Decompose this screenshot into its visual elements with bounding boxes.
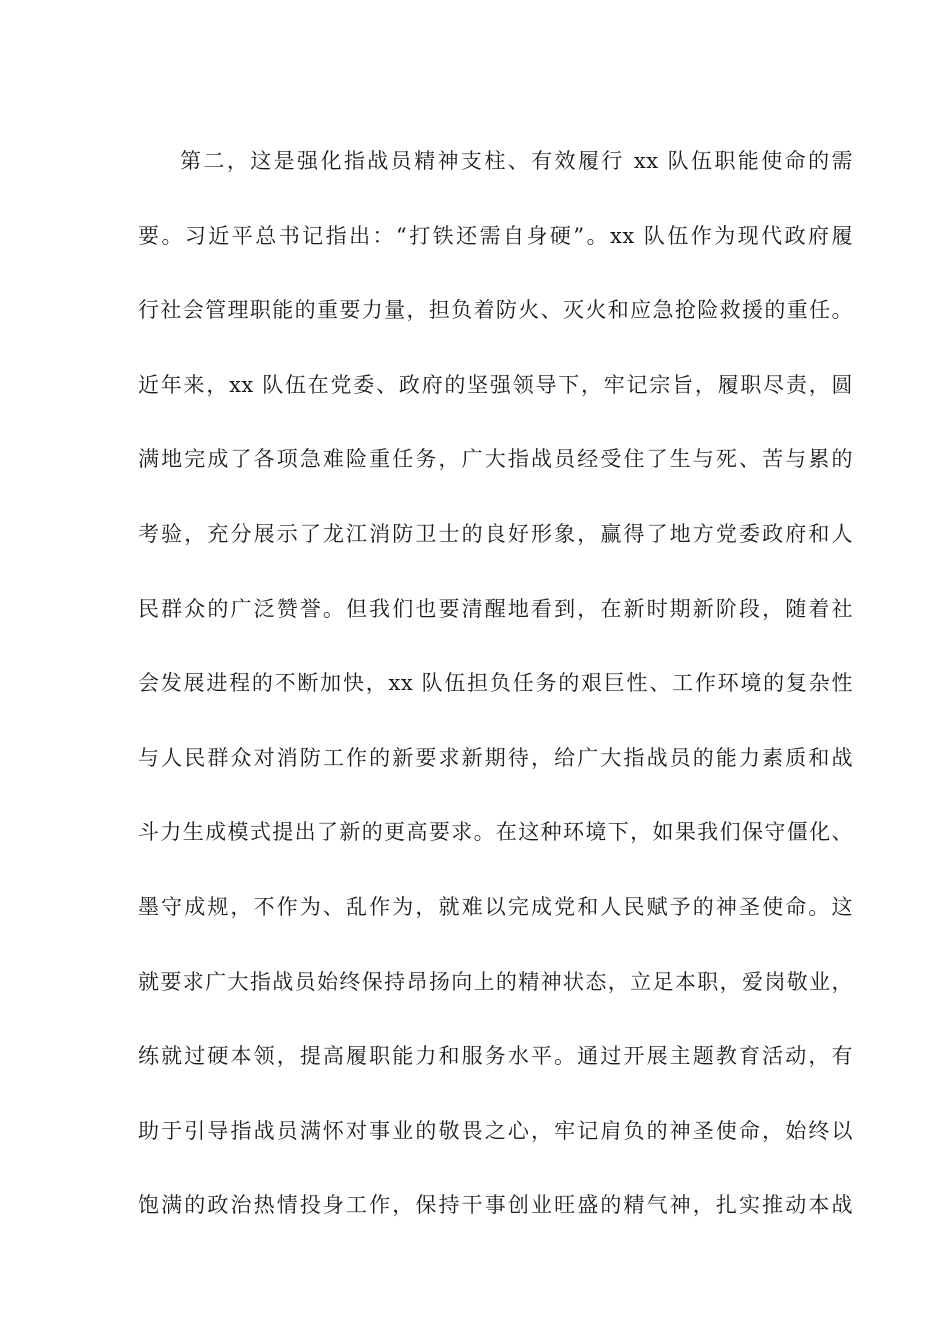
paragraph-line-1: 第二，这是强化指战员精神支柱、有效履行 xx 队伍职能使命的需	[180, 149, 853, 173]
body-paragraph	[138, 138, 853, 1257]
paragraph-line-10: 斗力生成模式提出了新的更高要求。在这种环境下，如果我们保守僵化、	[138, 820, 853, 845]
paragraph-line-11: 墨守成规，不作为、乱作为，就难以完成党和人民赋予的神圣使命。这	[138, 894, 853, 919]
paragraph-line-12: 就要求广大指战员始终保持昂扬向上的精神状态，立足本职，爱岗敬业，	[138, 969, 853, 994]
paragraph-line-6: 考验，充分展示了龙江消防卫士的良好形象，赢得了地方党委政府和人	[138, 521, 853, 546]
paragraph-line-8: 会发展进程的不断加快，xx 队伍担负任务的艰巨性、工作环境的复杂性	[138, 671, 853, 696]
paragraph-line-14: 助于引导指战员满怀对事业的敬畏之心，牢记肩负的神圣使命，始终以	[138, 1118, 853, 1143]
paragraph-line-7: 民群众的广泛赞誉。但我们也要清醒地看到，在新时期新阶段，随着社	[138, 596, 853, 621]
paragraph-line-2: 要。习近平总书记指出：“打铁还需自身硬”。xx 队伍作为现代政府履	[138, 223, 853, 248]
paragraph-line-9: 与人民群众对消防工作的新要求新期待，给广大指战员的能力素质和战	[138, 745, 853, 770]
paragraph-line-5: 满地完成了各项急难险重任务，广大指战员经受住了生与死、苦与累的	[138, 447, 853, 472]
paragraph-line-15: 饱满的政治热情投身工作，保持干事创业旺盛的精气神，扎实推动本战	[138, 1193, 853, 1218]
paragraph-line-4: 近年来，xx 队伍在党委、政府的坚强领导下，牢记宗旨，履职尽责，圆	[138, 372, 853, 397]
paragraph-line-13: 练就过硬本领，提高履职能力和服务水平。通过开展主题教育活动，有	[138, 1044, 853, 1069]
paragraph-line-3: 行社会管理职能的重要力量，担负着防火、灭火和应急抢险救援的重任。	[138, 298, 853, 323]
